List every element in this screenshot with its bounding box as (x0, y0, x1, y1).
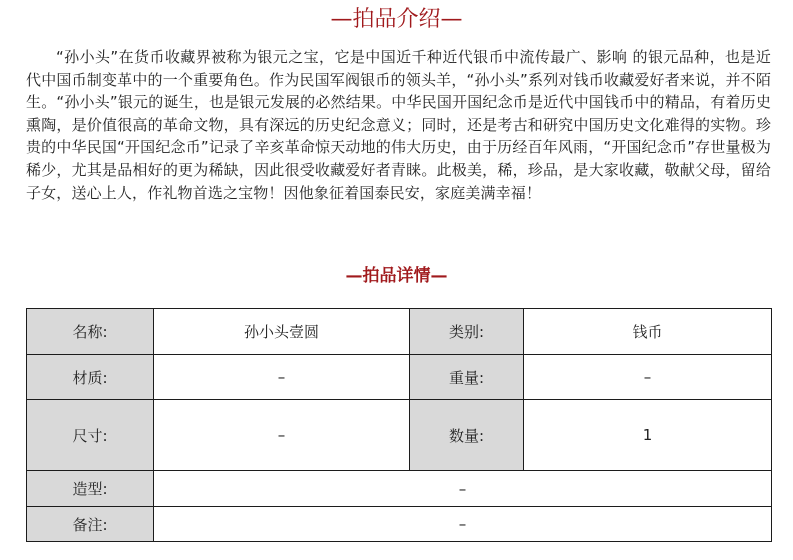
quantity-value: 1 (524, 400, 772, 471)
intro-section-title: —拍品介绍— (330, 7, 463, 32)
notes-value: – (154, 507, 772, 542)
shape-value: – (154, 471, 772, 507)
name-value: 孙小头壹圆 (154, 309, 410, 355)
details-row-notes (27, 507, 772, 542)
name-label: 名称: (27, 309, 154, 355)
weight-label: 重量: (410, 355, 524, 400)
weight-value: – (524, 355, 772, 400)
details-section-title: —拍品详情— (345, 266, 448, 286)
details-row-shape (27, 471, 772, 507)
size-label: 尺寸: (27, 400, 154, 471)
intro-paragraph: “孙小头”在货币收藏界被称为银元之宝，它是中国近千种近代银币中流传最广、影响 的银元品种，也是近代中国币制变革中的一个重要角色。作为民国军阀银币的领头羊，“孙小头”系列对钱币收藏爱好者来说，并不陌生。“孙小头”银元的诞生，也是银元发展的必然结果。中华民国开国纪念币是近代中国钱币中的精品，有着历史熏陶，是价值很高的革命文物，具有深远的历史纪念意义；同时，还是考古和研究中国历史文化难得的实物。珍贵的中华民国“开国纪念币”记录了辛亥革命惊天动地的伟大历史，由于历经百年风雨，“开国纪念币”存世量极为稀少，尤其是品相好的更为稀缺，因此很受收藏爱好者青睐。此极美，稀，珍品，是大家收藏，敬献父母，留给子女，送心上人，作礼物首选之宝物！因他象征着国泰民安，家庭美满幸福！ (26, 48, 771, 202)
details-row-name (27, 309, 772, 355)
category-label: 类别: (410, 309, 524, 355)
notes-label: 备注: (27, 507, 154, 542)
size-value: – (154, 400, 410, 471)
category-value: 钱币 (524, 309, 772, 355)
details-row-size (27, 400, 772, 471)
material-value: – (154, 355, 410, 400)
quantity-label: 数量: (410, 400, 524, 471)
details-table (26, 308, 772, 542)
details-row-material (27, 355, 772, 400)
material-label: 材质: (27, 355, 154, 400)
shape-label: 造型: (27, 471, 154, 507)
